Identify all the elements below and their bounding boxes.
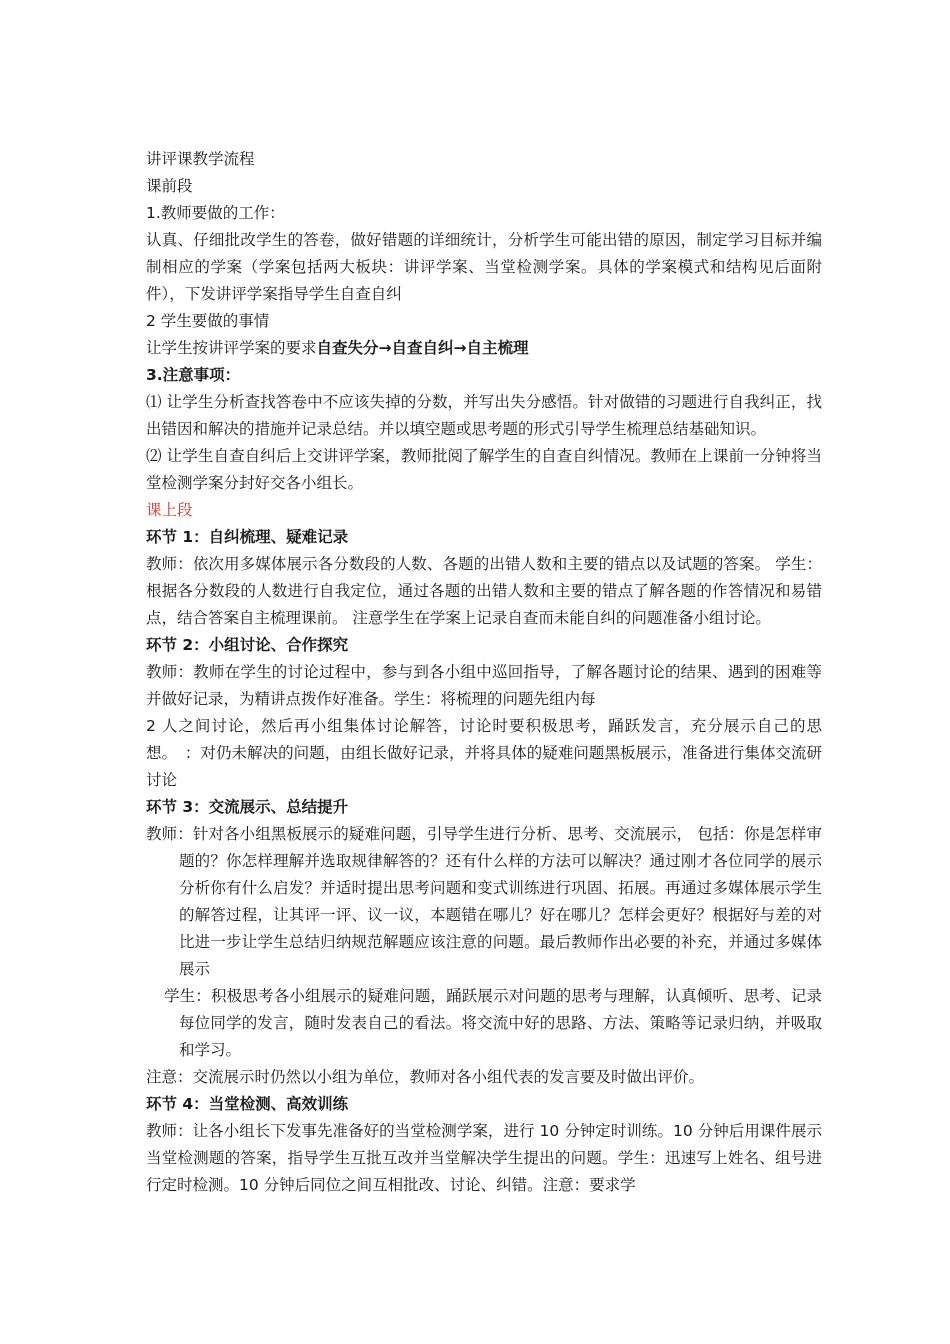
teacher-work-heading: 1.教师要做的工作：: [146, 204, 285, 222]
step-2-paragraph-2: 2 人之间讨论，然后再小组集体讨论解答，讨论时要积极思考，踊跃发言，充分展示自己的思想。 ：对仍未解决的问题，由组长做好记录，并将具体的疑难问题黑板展示，准备进行集体交流研讨论: [146, 717, 822, 789]
student-work-prefix: 让学生按讲评学案的要求: [146, 339, 317, 357]
section-in-class: 课上段: [146, 501, 193, 519]
step-1-paragraph: 教师：依次用多媒体展示各分数段的人数、各题的出错人数和主要的错点以及试题的答案。 学生：根据各分数段的人数进行自我定位，通过各题的出错人数和主要的错点了解各题的作答情况和易错点，结合答案自主梳理课前。 注意学生在学案上记录自查而未能自纠的问题准备小组讨论。: [146, 555, 822, 627]
step-3-student: 学生：积极思考各小组展示的疑难问题，踊跃展示对问题的思考与理解，认真倾听、思考、记录每位同学的发言，随时发表自己的看法。将交流中好的思路、方法、策略等记录归纳，并吸取和学习。: [164, 987, 822, 1059]
teacher-work-paragraph: 认真、仔细批改学生的答卷，做好错题的详细统计，分析学生可能出错的原因，制定学习目标并编制相应的学案（学案包括两大板块：讲评学案、当堂检测学案。具体的学案模式和结构见后面附件），下发讲评学案指导学生自查自纠: [146, 231, 822, 303]
step-3-teacher: 教师：针对各小组黑板展示的疑难问题，引导学生进行分析、思考、交流展示， 包括：你是怎样审题的？你怎样理解并选取规律解答的？还有什么样的方法可以解决？通过刚才各位同学的展示分析你有什么启发？并适时提出思考问题和变式训练进行巩固、拓展。再通过多媒体展示学生的解答过程，让其评一评、议一议，本题错在哪儿？好在哪儿？怎样会更好？根据好与差的对比进一步让学生总结归纳规范解题应该注意的问题。最后教师作出必要的补充，并通过多媒体展示: [146, 825, 822, 978]
doc-title: 讲评课教学流程: [146, 150, 255, 168]
student-work-paragraph: [146, 335, 822, 362]
student-work-steps: 自查失分→自查自纠→自主梳理: [316, 339, 529, 357]
step-2-heading: 环节 2：小组讨论、合作探究: [146, 636, 349, 654]
step-1-heading: 环节 1：自纠梳理、疑难记录: [146, 528, 349, 546]
step-4-heading: 环节 4：当堂检测、高效训练: [146, 1095, 349, 1113]
student-work-heading: 2 学生要做的事情: [146, 312, 270, 330]
section-pre-class: 课前段: [146, 177, 193, 195]
step-4-paragraph: 教师：让各小组长下发事先准备好的当堂检测学案，进行 10 分钟定时训练。10 分钟后用课件展示当堂检测题的答案，指导学生互批互改并当堂解决学生提出的问题。学生：迅速写上姓名、组号进行定时检测。10 分钟后同位之间互相批改、讨论、纠错。注意：要求学: [146, 1122, 822, 1194]
step-3-heading: 环节 3：交流展示、总结提升: [146, 798, 349, 816]
step-2-paragraph-1: 教师：教师在学生的讨论过程中，参与到各小组中巡回指导，了解各题讨论的结果、遇到的困难等并做好记录，为精讲点拨作好准备。学生：将梳理的问题先组内每: [146, 663, 822, 708]
notes-heading: 3.注意事项：: [146, 366, 241, 384]
note-2: ⑵ 让学生自查自纠后上交讲评学案，教师批阅了解学生的自查自纠情况。教师在上课前一分钟将当堂检测学案分封好交各小组长。: [146, 447, 822, 492]
step-3-note: 注意：交流展示时仍然以小组为单位，教师对各小组代表的发言要及时做出评价。: [146, 1068, 705, 1086]
note-1: ⑴ 让学生分析查找答卷中不应该失掉的分数，并写出失分感悟。针对做错的习题进行自我纠正，找出错因和解决的措施并记录总结。并以填空题或思考题的形式引导学生梳理总结基础知识。: [146, 393, 822, 438]
document-page: [146, 146, 822, 1199]
